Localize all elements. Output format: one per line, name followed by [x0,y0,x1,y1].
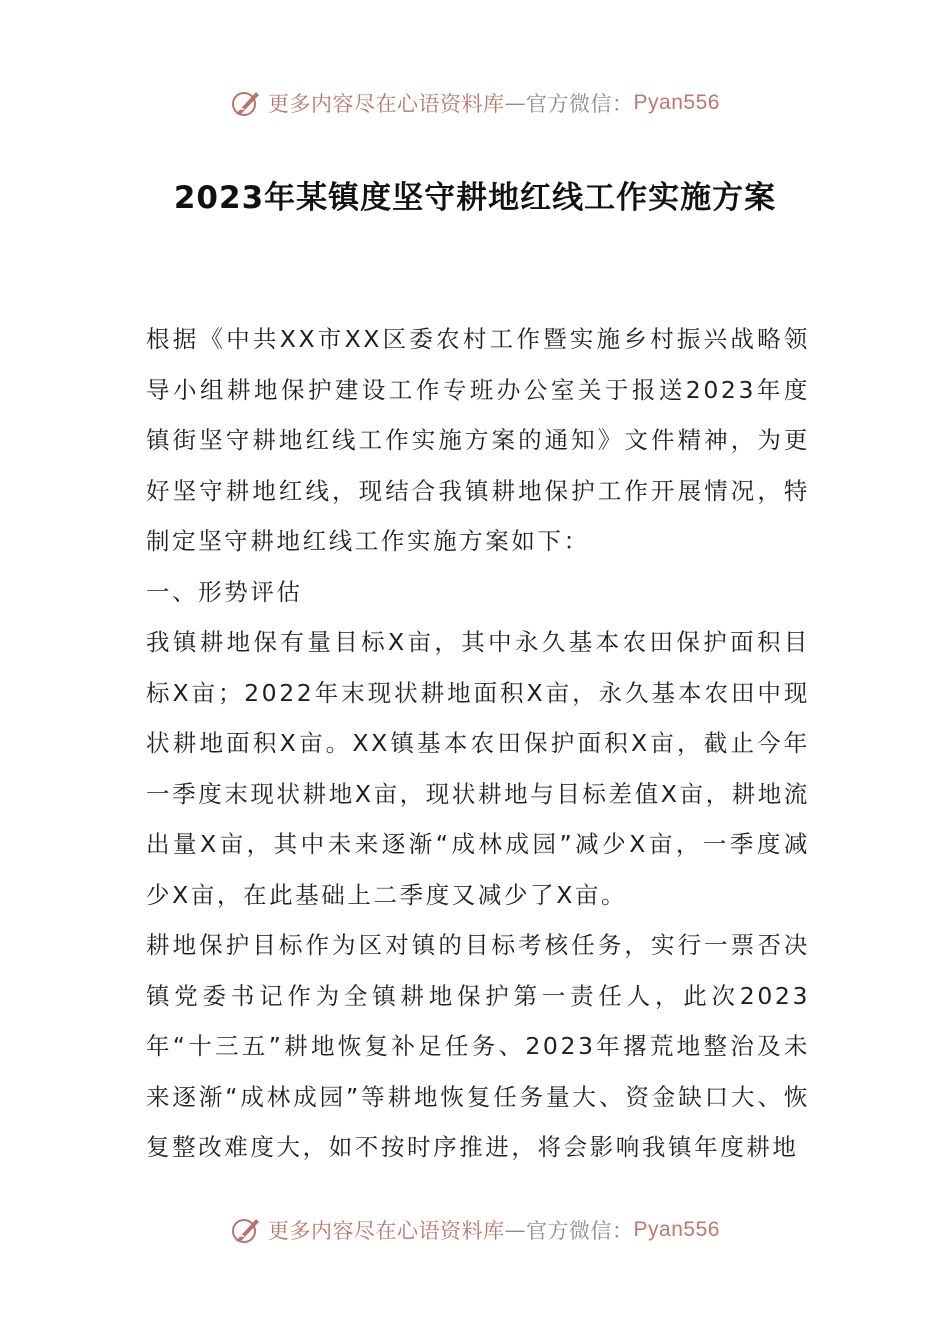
paragraph-protection-target: 耕地保护目标作为区对镇的目标考核任务，实行一票否决镇党委书记作为全镇耕地保护第一责任人，此次2023年“十三五”耕地恢复补足任务、2023年撂荒地整治及未来逐渐“成林成园”等耕地恢复任务量大、资金缺口大、恢复整改难度大，如不按时序推进，将会影响我镇年度耕地 [146,931,810,1161]
banner-wechat-id: Pyan556 [633,91,720,114]
document-title: 2023年某镇度坚守耕地红线工作实施方案 [173,180,777,216]
paragraph-intro: 根据《中共XX市XX区委农村工作暨实施乡村振兴战略领导小组耕地保护建设工作专班办公室关于报送2023年度镇街坚守耕地红线工作实施方案的通知》文件精神，为更好坚守耕地红线，现结合我镇耕地保护工作开展情况，特制定坚守耕地红线工作实施方案如下： [146,325,810,555]
banner-wechat-label: 官方微信： [526,1219,634,1243]
header-watermark-banner [0,83,950,123]
banner-wechat-label: 官方微信： [526,92,634,116]
paragraph-farmland-status: 我镇耕地保有量目标X亩，其中永久基本农田保护面积目标X亩；2022年末现状耕地面积X亩，永久基本农田中现状耕地面积X亩。XX镇基本农田保护面积X亩，截止今年一季度末现状耕地X亩，现状耕地与目标差值X亩，耕地流出量X亩，其中未来逐渐“成林成园”减少X亩，一季度减少X亩，在此基础上二季度又减少了X亩。 [146,628,810,909]
quill-pen-logo-icon [230,1214,262,1246]
banner-separator: — [504,91,527,115]
quill-pen-logo-icon [230,87,262,119]
document-body [146,314,810,1173]
banner-wechat-id: Pyan556 [633,1218,720,1241]
section-heading-situation: 一、形势评估 [146,577,303,606]
footer-watermark-banner [0,1210,950,1250]
banner-separator: — [504,1218,527,1242]
banner-brand-text: 更多内容尽在心语资料库 [268,1219,505,1243]
banner-brand-text: 更多内容尽在心语资料库 [268,92,505,116]
